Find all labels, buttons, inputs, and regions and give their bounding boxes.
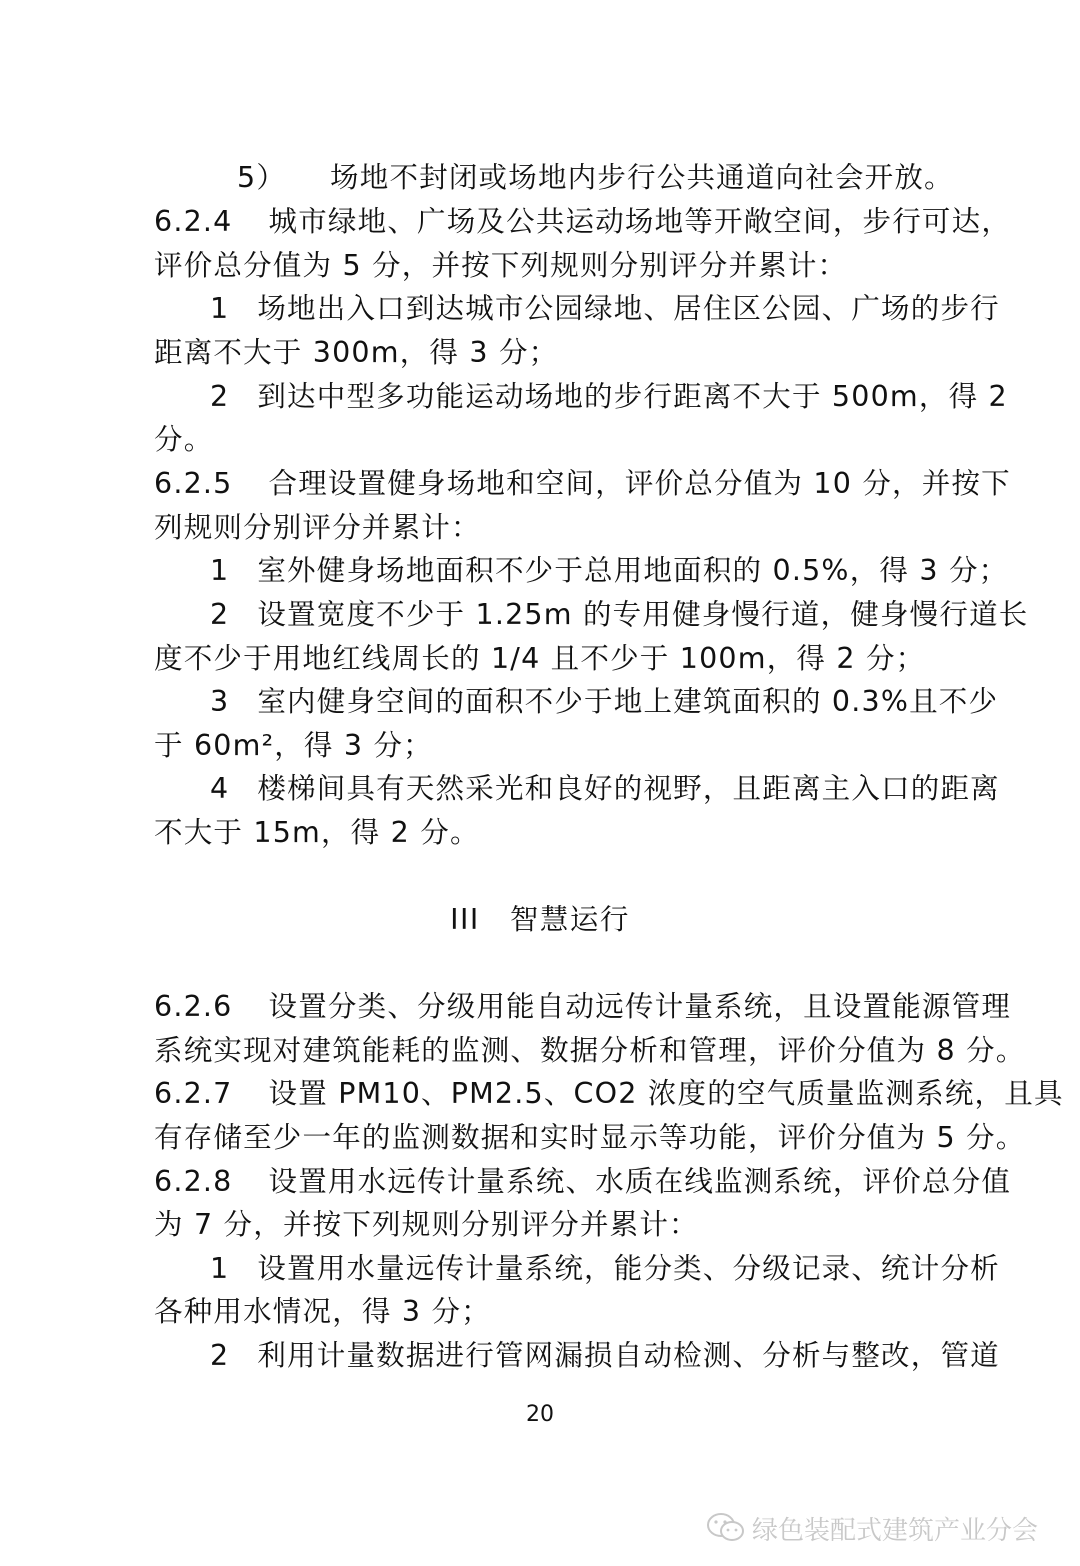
text-line — [154, 1118, 1025, 1158]
section-number: III — [450, 903, 480, 936]
wechat-icon — [706, 1511, 746, 1545]
line-text: 设置用水量远传计量系统，能分类、分级记录、统计分析 — [257, 1252, 1000, 1285]
text-line — [154, 1205, 699, 1245]
line-text: 各种用水情况，得 3 分； — [154, 1295, 491, 1328]
item-number: 1 — [210, 292, 230, 325]
line-text: 分。 — [154, 423, 214, 456]
line-text: 场地出入口到达城市公园绿地、居住区公园、广场的步行 — [257, 292, 1000, 325]
text-line — [210, 289, 1000, 329]
text-line — [154, 508, 481, 548]
line-text: 场地不封闭或场地内步行公共通道向社会开放。 — [330, 161, 954, 194]
item-number: 4 — [210, 772, 230, 805]
line-text: 评价总分值为 5 分，并按下列规则分别评分并累计： — [154, 249, 848, 282]
text-line — [154, 813, 480, 853]
text-line — [154, 1292, 491, 1332]
line-text: 到达中型多功能运动场地的步行距离不大于 500m，得 2 — [257, 380, 1008, 413]
section-heading — [0, 900, 1080, 940]
line-text: 有存储至少一年的监测数据和实时显示等功能，评价分值为 5 分。 — [154, 1121, 1026, 1154]
text-line — [154, 246, 847, 286]
line-text: 于 60m²，得 3 分； — [154, 729, 433, 762]
line-text: 设置分类、分级用能自动远传计量系统，且设置能源管理 — [268, 990, 1012, 1023]
text-line — [210, 551, 1008, 591]
item-number: 3 — [210, 685, 230, 718]
text-line — [154, 1074, 1064, 1114]
text-line — [154, 987, 1011, 1027]
section-title: 智慧运行 — [509, 903, 630, 936]
text-line — [154, 202, 1011, 242]
watermark — [706, 1508, 1038, 1548]
text-line — [154, 726, 433, 766]
text-line — [154, 639, 925, 679]
text-line — [210, 1336, 1000, 1376]
item-number: 1 — [210, 1252, 230, 1285]
text-line — [154, 1162, 1011, 1202]
line-text: 设置宽度不少于 1.25m 的专用健身慢行道，健身慢行道长 — [257, 598, 1029, 631]
text-line — [210, 377, 1008, 417]
text-line — [210, 595, 1028, 635]
text-line — [210, 769, 1000, 809]
line-text: 室内健身空间的面积不少于地上建筑面积的 0.3%且不少 — [257, 685, 999, 718]
text-line — [154, 333, 558, 373]
text-line — [237, 158, 954, 198]
item-number: 5） — [237, 161, 287, 194]
item-number: 2 — [210, 1339, 230, 1372]
text-line — [210, 1249, 1000, 1289]
line-text: 度不少于用地红线周长的 1/4 且不少于 100m，得 2 分； — [154, 642, 926, 675]
text-line — [154, 464, 1011, 504]
clause-number: 6.2.5 — [154, 467, 233, 500]
line-text: 系统实现对建筑能耗的监测、数据分析和管理，评价分值为 8 分。 — [154, 1034, 1026, 1067]
line-text: 为 7 分，并按下列规则分别评分并累计： — [154, 1208, 699, 1241]
watermark-text: 绿色装配式建筑产业分会 — [752, 1515, 1039, 1546]
line-text: 合理设置健身场地和空间，评价总分值为 10 分，并按下 — [268, 467, 1011, 500]
item-number: 2 — [210, 598, 230, 631]
line-text: 不大于 15m，得 2 分。 — [154, 816, 480, 849]
clause-number: 6.2.7 — [154, 1077, 233, 1110]
clause-number: 6.2.8 — [154, 1165, 233, 1198]
clause-number: 6.2.4 — [154, 205, 233, 238]
line-text: 设置 PM10、PM2.5、CO2 浓度的空气质量监测系统，且具 — [268, 1077, 1064, 1110]
page-number: 20 — [526, 1402, 554, 1427]
text-line — [154, 1031, 1025, 1071]
clause-number: 6.2.6 — [154, 990, 233, 1023]
item-number: 2 — [210, 380, 230, 413]
line-text: 室外健身场地面积不少于总用地面积的 0.5%，得 3 分； — [257, 554, 1009, 587]
line-text: 距离不大于 300m，得 3 分； — [154, 336, 559, 369]
line-text: 利用计量数据进行管网漏损自动检测、分析与整改，管道 — [257, 1339, 1000, 1372]
item-number: 1 — [210, 554, 230, 587]
line-text: 列规则分别评分并累计： — [154, 511, 481, 544]
text-line — [210, 682, 998, 722]
text-line — [154, 420, 213, 460]
line-text: 楼梯间具有天然采光和良好的视野，且距离主入口的距离 — [257, 772, 1000, 805]
line-text: 设置用水远传计量系统、水质在线监测系统，评价总分值 — [268, 1165, 1012, 1198]
line-text: 城市绿地、广场及公共运动场地等开敞空间，步行可达， — [268, 205, 1012, 238]
